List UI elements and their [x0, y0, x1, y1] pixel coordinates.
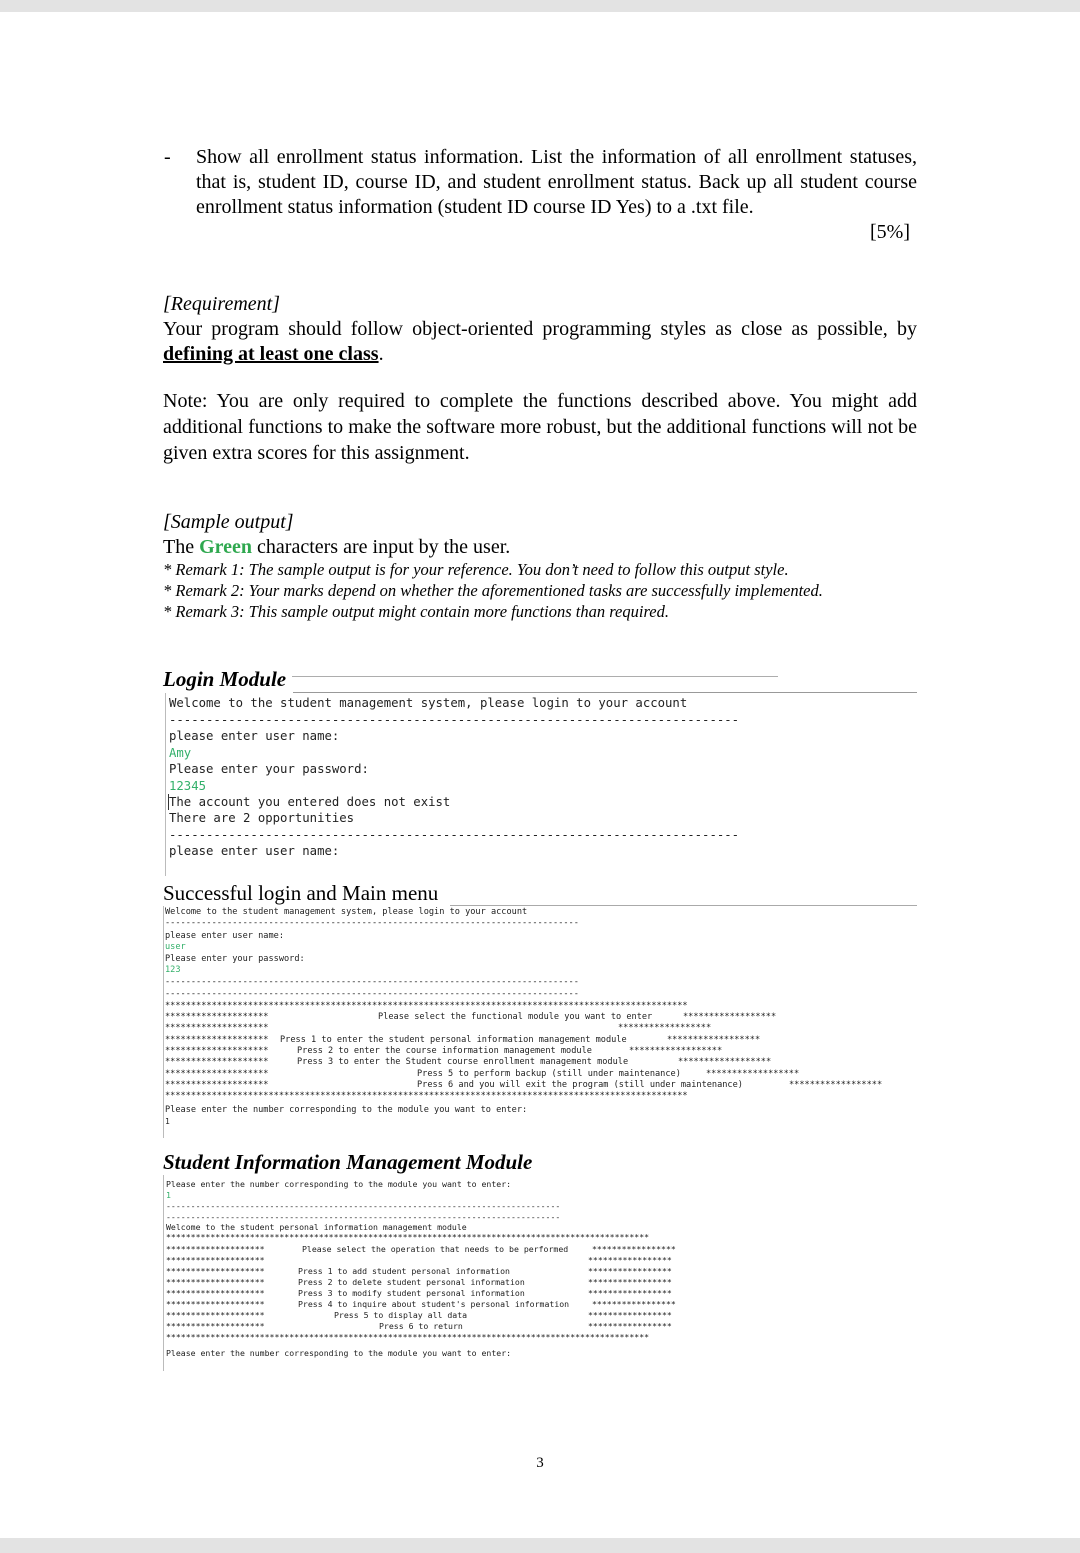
page-number: 3: [536, 1455, 544, 1471]
student-option-1: Press 1 to add student personal information: [298, 1266, 510, 1276]
student-stars-left: ********************: [166, 1277, 265, 1287]
login-prompt-username: please enter user name:: [169, 729, 340, 743]
main-dashes-2: --------------------------------------------------------------------------------: [165, 977, 579, 987]
student-stars-left: ********************: [166, 1244, 265, 1254]
green-explanation-suffix: characters are input by the user.: [252, 536, 511, 558]
main-stars-top: *****************************************************************************************************: [165, 1001, 688, 1011]
main-stars-right: ******************: [667, 1035, 761, 1045]
main-option-3: Press 3 to enter the Student course enrollment management module: [297, 1057, 629, 1067]
login-prompt-password: Please enter your password:: [169, 762, 369, 776]
student-prompt-final: Please enter the number corresponding to the module you want to enter:: [166, 1348, 512, 1358]
login-dashes-bottom: -----------------------------------------------------------------------------: [169, 828, 740, 842]
student-screenshot-left-border: [163, 1175, 164, 1371]
student-stars-left: ********************: [166, 1321, 265, 1331]
sample-output-heading: [Sample output]: [163, 511, 294, 533]
main-menu-screenshot-top-border: [450, 905, 917, 906]
student-stars-left: ********************: [166, 1299, 265, 1309]
main-prompt-password: Please enter your password:: [165, 954, 305, 964]
student-stars-right: *****************: [588, 1277, 672, 1287]
main-stars-left: ********************: [165, 1069, 269, 1079]
student-stars-right: *****************: [588, 1321, 672, 1331]
student-stars-left: ********************: [166, 1266, 265, 1276]
main-stars-right: ******************: [706, 1069, 800, 1079]
student-prompt-module: Please enter the number corresponding to the module you want to enter:: [166, 1179, 512, 1189]
main-stars-left: ********************: [165, 1046, 269, 1056]
login-error-not-exist: The account you entered does not exist: [169, 795, 451, 809]
remark-1: * Remark 1: The sample output is for your reference. You don’t need to follow this output style.: [163, 560, 789, 579]
main-option-6: Press 6 and you will exit the program (still under maintenance): [417, 1080, 743, 1090]
main-stars-right: ******************: [683, 1012, 777, 1022]
student-stars-bottom: **************************************************************************************************: [166, 1332, 650, 1342]
main-menu-screenshot-left-border: [163, 906, 164, 1138]
main-input-module: 1: [165, 1117, 170, 1126]
remark-2: * Remark 2: Your marks depend on whether the aforementioned tasks are successfully implemented.: [163, 581, 823, 600]
main-select-text: Please select the functional module you want to enter: [378, 1012, 653, 1022]
student-stars-right: *****************: [588, 1266, 672, 1276]
student-dashes-2: --------------------------------------------------------------------------------: [166, 1212, 561, 1222]
main-prompt-username: please enter user name:: [165, 931, 284, 941]
requirement-text: [163, 317, 917, 367]
student-welcome-line: Welcome to the student personal information management module: [166, 1222, 467, 1232]
remark-3: * Remark 3: This sample output might contain more functions than required.: [163, 602, 669, 621]
login-error-opportunities: There are 2 opportunities: [169, 811, 355, 825]
main-option-5: Press 5 to perform backup (still under maintenance): [417, 1069, 681, 1079]
main-dashes-1: --------------------------------------------------------------------------------: [165, 918, 579, 928]
student-input-module: 1: [166, 1190, 171, 1200]
main-stars-right: ******************: [678, 1057, 772, 1067]
text-cursor: [168, 794, 169, 810]
main-stars-left: ********************: [165, 1080, 269, 1090]
main-stars-bottom: *****************************************************************************************************: [165, 1091, 688, 1101]
student-stars-right: *****************: [588, 1310, 672, 1320]
task-item-text: Show all enrollment status information. List the information of all enrollment statuses, that is, student ID, course ID, and student enrollment status. Back up all student course enrollment status information (student ID course ID Yes) to a .txt file.: [196, 146, 917, 218]
login-screenshot-top-border: [293, 692, 917, 693]
clipped-text-remnant: [292, 676, 778, 677]
main-stars-left: ********************: [165, 1057, 269, 1067]
student-select-text: Please select the operation that needs to be performed: [302, 1244, 569, 1254]
main-prompt-module: Please enter the number corresponding to the module you want to enter:: [165, 1105, 528, 1115]
requirement-heading: [Requirement]: [163, 293, 281, 315]
main-option-2: Press 2 to enter the course information management module: [297, 1046, 592, 1056]
login-input-username: Amy: [169, 746, 192, 760]
student-option-6: Press 6 to return: [379, 1321, 463, 1331]
note-paragraph: Note: You are only required to complete the functions described above. You might add additional functions to make the software more robust, but the additional functions will not be given extra scores for this assignment.: [163, 390, 917, 464]
main-stars-left: ********************: [165, 1035, 269, 1045]
student-stars-right: *****************: [592, 1299, 676, 1309]
requirement-text-prefix: Your program should follow object-oriented programming styles as close as possible, by: [163, 318, 917, 340]
student-option-2: Press 2 to delete student personal information: [298, 1277, 525, 1287]
student-option-4: Press 4 to inquire about student's personal information: [298, 1299, 570, 1309]
student-stars-right: *****************: [588, 1255, 672, 1265]
login-module-heading: Login Module: [163, 667, 287, 691]
task-item-marks: [5%]: [870, 221, 910, 243]
main-stars-left: ********************: [165, 1023, 269, 1033]
green-word: Green: [199, 536, 253, 558]
login-welcome-line: Welcome to the student management system, please login to your account: [169, 696, 688, 710]
main-stars-right: ******************: [629, 1046, 723, 1056]
login-prompt-username-again: please enter user name:: [169, 844, 340, 858]
green-explanation: [163, 535, 510, 560]
student-stars-right: *****************: [592, 1244, 676, 1254]
login-dashes-top: -----------------------------------------------------------------------------: [169, 713, 740, 727]
student-dashes-1: --------------------------------------------------------------------------------: [166, 1201, 561, 1211]
login-screenshot-left-border: [165, 693, 166, 876]
main-stars-right: ******************: [618, 1023, 712, 1033]
requirement-text-suffix: .: [378, 343, 384, 365]
bullet-dash: -: [164, 146, 171, 168]
main-input-username: user: [165, 942, 186, 952]
student-stars-left: ********************: [166, 1255, 265, 1265]
main-dashes-3: --------------------------------------------------------------------------------: [165, 989, 579, 999]
student-option-5: Press 5 to display all data: [334, 1310, 468, 1320]
student-module-heading: Student Information Management Module: [163, 1150, 533, 1174]
student-stars-right: *****************: [588, 1288, 672, 1298]
student-option-3: Press 3 to modify student personal information: [298, 1288, 525, 1298]
login-input-password: 12345: [169, 779, 207, 793]
student-stars-left: ********************: [166, 1310, 265, 1320]
main-option-1: Press 1 to enter the student personal information management module: [280, 1035, 627, 1045]
green-explanation-prefix: The: [163, 536, 200, 558]
student-stars-top: **************************************************************************************************: [166, 1232, 650, 1242]
student-stars-left: ********************: [166, 1288, 265, 1298]
main-menu-heading: Successful login and Main menu: [163, 881, 439, 905]
document-page: [0, 12, 1080, 1538]
requirement-emphasis: defining at least one class: [163, 343, 379, 365]
main-stars-right: ******************: [789, 1080, 883, 1090]
main-input-password: 123: [165, 965, 181, 975]
main-stars-left: ********************: [165, 1012, 269, 1022]
main-welcome-line: Welcome to the student management system, please login to your account: [165, 907, 528, 917]
